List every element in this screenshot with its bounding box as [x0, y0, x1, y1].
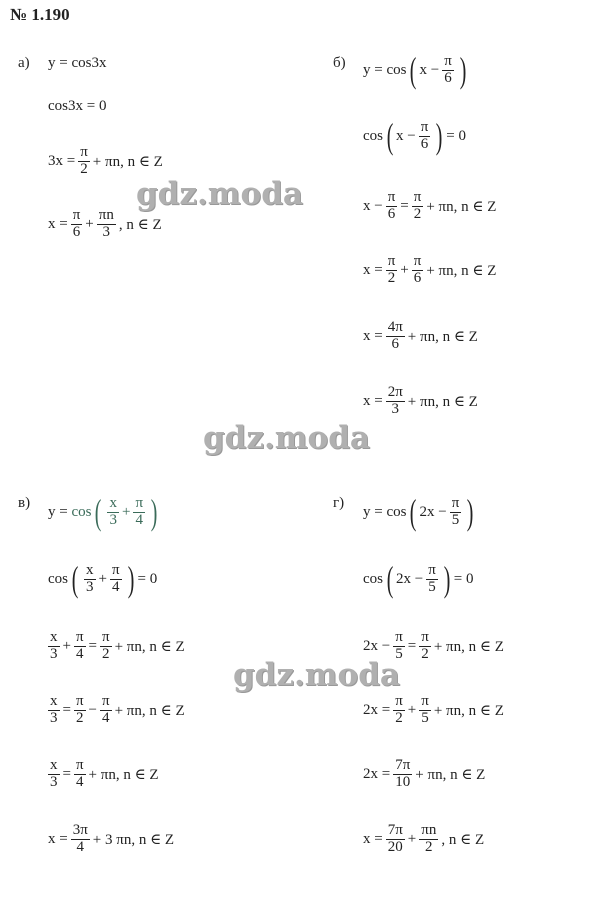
text: y = cos3x: [48, 55, 107, 71]
fraction: [48, 630, 60, 663]
text: x =: [48, 215, 68, 232]
denominator: 6: [72, 223, 81, 240]
fraction: [74, 694, 86, 727]
text: 2x −: [363, 637, 391, 654]
denominator: 6: [387, 205, 396, 222]
fraction: [48, 758, 60, 791]
text: +: [407, 701, 417, 718]
text: + 3 πn, n ∈ Z: [92, 831, 175, 848]
parenthesized-group: ( 2x − $\frac{\pi}{5}$ ): [386, 559, 451, 599]
text: + πn, n ∈ Z: [114, 702, 185, 719]
b-line-1: [363, 52, 470, 88]
denominator: 3: [109, 511, 117, 528]
parenthesized-group: ( x − $\frac{\pi}{6}$ ): [410, 50, 467, 90]
parenthesized-group: ( $\frac{x}{3}$ + $\frac{\pi}{4}$ ): [95, 492, 158, 532]
denominator: 6: [444, 69, 452, 86]
denominator: 3: [50, 645, 58, 662]
fraction: [71, 208, 83, 241]
numerator: π: [75, 693, 84, 709]
text: x =: [363, 830, 383, 847]
fraction: [386, 385, 405, 418]
fraction: [419, 630, 431, 663]
label-g: г): [333, 495, 345, 511]
denominator: 3: [391, 400, 399, 417]
fraction: [426, 563, 438, 596]
fraction: [74, 630, 86, 663]
text: + πn, n ∈ Z: [407, 393, 478, 410]
fraction: [386, 254, 398, 287]
a-line-2: [48, 98, 106, 115]
text: cos: [48, 570, 68, 587]
numerator: π: [451, 494, 460, 511]
numerator: π: [428, 561, 436, 578]
numerator: x: [50, 629, 58, 645]
text: x −: [396, 127, 416, 144]
numerator: x: [50, 757, 58, 773]
text: −: [88, 701, 98, 718]
page-title: № 1.190: [10, 5, 70, 24]
denominator: 2: [387, 269, 396, 286]
parenthesized-group: ( 2x − $\frac{\pi}{5}$ ): [410, 492, 474, 532]
a-line-1: [48, 55, 106, 72]
denominator: 3: [102, 223, 111, 240]
denominator: 4: [135, 511, 143, 528]
text: cos3x = 0: [48, 98, 107, 114]
b-line-5: [363, 320, 478, 353]
numerator: π: [102, 629, 110, 645]
numerator: 2π: [387, 384, 403, 400]
denominator: 2: [102, 645, 110, 662]
numerator: π: [444, 52, 452, 69]
denominator: 2: [80, 160, 88, 177]
text: , n ∈ Z: [118, 216, 162, 233]
text: cos: [363, 570, 383, 587]
fraction: [84, 563, 96, 596]
fraction: [450, 496, 462, 529]
numerator: π: [395, 693, 403, 709]
denominator: 5: [428, 578, 436, 595]
denominator: 5: [421, 709, 429, 726]
text: , n ∈ Z: [441, 831, 485, 848]
fraction: [412, 254, 424, 287]
text: x =: [363, 261, 383, 278]
a-line-3: [48, 145, 163, 178]
denominator: 10: [395, 773, 411, 790]
fraction: [419, 823, 438, 856]
fraction: [386, 320, 405, 353]
text: +: [85, 215, 94, 232]
denominator: 2: [413, 205, 422, 222]
fraction: [412, 190, 424, 223]
denominator: 2: [421, 645, 429, 662]
numerator: π: [420, 118, 429, 135]
text: x −: [419, 61, 440, 78]
text: 2x −: [396, 570, 424, 587]
numerator: π: [72, 207, 81, 223]
text: cos: [71, 503, 92, 520]
text: 2x =: [363, 765, 391, 782]
text: 2x −: [419, 503, 447, 520]
v-line-4: [45, 694, 185, 727]
denominator: 4: [112, 578, 120, 595]
v-line-6: [48, 823, 174, 856]
text: =: [62, 765, 71, 782]
denominator: 3: [50, 773, 58, 790]
watermark: gdz.moda: [136, 176, 303, 212]
g-line-5: [363, 758, 485, 791]
fraction: [419, 120, 431, 153]
cos-expression: [71, 494, 161, 530]
denominator: 6: [420, 135, 429, 152]
text: +: [400, 261, 409, 278]
text: =: [407, 637, 417, 654]
watermark: gdz.moda: [203, 420, 370, 456]
numerator: π: [387, 253, 396, 269]
text: +: [407, 830, 417, 847]
numerator: x: [86, 561, 94, 578]
label-v: в): [18, 495, 31, 511]
denominator: 4: [76, 645, 84, 662]
a-line-4: [48, 208, 162, 241]
denominator: 5: [451, 511, 460, 528]
fraction: [386, 823, 405, 856]
numerator: π: [135, 494, 144, 511]
numerator: x: [50, 693, 58, 709]
fraction: [74, 758, 86, 791]
v-line-3: [45, 630, 185, 663]
numerator: π: [421, 629, 429, 645]
denominator: 4: [76, 838, 84, 855]
b-line-6: [363, 385, 478, 418]
numerator: 7π: [395, 757, 411, 773]
text: + πn, n ∈ Z: [114, 638, 185, 655]
numerator: π: [111, 561, 120, 578]
denominator: 4: [102, 709, 110, 726]
text: =: [62, 701, 71, 718]
fraction: [393, 758, 412, 791]
text: =: [88, 637, 98, 654]
text: =: [400, 197, 409, 214]
text: + πn, n ∈ Z: [92, 153, 163, 170]
g-line-2: [363, 561, 474, 597]
text: y =: [48, 503, 68, 520]
numerator: πn: [421, 822, 437, 838]
numerator: π: [75, 757, 84, 773]
parenthesized-group: ( $\frac{x}{3}$ + $\frac{\pi}{4}$ ): [71, 559, 134, 599]
label-b: б): [333, 55, 346, 71]
denominator: 3: [50, 709, 58, 726]
fraction: [442, 54, 454, 87]
v-line-5: [45, 758, 159, 791]
fraction: [78, 145, 90, 178]
text: + πn, n ∈ Z: [426, 198, 497, 215]
numerator: 3π: [72, 822, 88, 838]
fraction: [386, 190, 398, 223]
v-line-2: [48, 561, 157, 597]
b-line-2: [363, 118, 466, 154]
text: x =: [363, 392, 383, 409]
denominator: 4: [76, 773, 84, 790]
g-line-6: [363, 823, 484, 856]
numerator: 7π: [387, 822, 403, 838]
fraction: [48, 694, 60, 727]
text: = 0: [453, 570, 474, 587]
text: + πn, n ∈ Z: [426, 262, 497, 279]
fraction: [393, 694, 405, 727]
denominator: 20: [387, 838, 403, 855]
text: 3x =: [48, 152, 76, 169]
numerator: π: [80, 144, 88, 160]
v-line-1: [48, 494, 161, 530]
g-line-1: [363, 494, 477, 530]
text: + πn, n ∈ Z: [407, 328, 478, 345]
numerator: π: [413, 189, 422, 205]
text: +: [98, 570, 107, 587]
fraction: [419, 694, 431, 727]
fraction: [100, 630, 112, 663]
numerator: π: [102, 693, 110, 709]
text: = 0: [446, 127, 467, 144]
fraction: [107, 496, 119, 529]
text: x =: [363, 327, 383, 344]
text: + πn, n ∈ Z: [433, 702, 504, 719]
text: + πn, n ∈ Z: [415, 766, 486, 783]
text: +: [62, 637, 71, 654]
text: y = cos: [363, 503, 407, 520]
fraction: [133, 496, 145, 529]
text: = 0: [137, 570, 158, 587]
text: y = cos: [363, 61, 407, 78]
numerator: π: [395, 629, 403, 645]
denominator: 2: [395, 709, 403, 726]
denominator: 5: [395, 645, 403, 662]
text: 2x =: [363, 701, 391, 718]
fraction: [97, 208, 116, 241]
numerator: π: [421, 693, 429, 709]
g-line-4: [363, 694, 504, 727]
b-line-3: [363, 190, 496, 223]
fraction: [100, 694, 112, 727]
numerator: πn: [98, 207, 114, 223]
text: cos: [363, 127, 383, 144]
numerator: π: [387, 189, 396, 205]
b-line-4: [363, 254, 496, 287]
numerator: π: [413, 253, 422, 269]
denominator: 2: [76, 709, 84, 726]
text: + πn, n ∈ Z: [433, 638, 504, 655]
fraction: [71, 823, 90, 856]
text: x =: [48, 830, 68, 847]
fraction: [110, 563, 122, 596]
denominator: 6: [391, 335, 399, 352]
numerator: x: [109, 494, 117, 511]
denominator: 3: [86, 578, 94, 595]
text: x −: [363, 197, 383, 214]
text: +: [121, 503, 131, 520]
denominator: 6: [413, 269, 422, 286]
denominator: 2: [425, 838, 433, 855]
watermark: gdz.moda: [233, 657, 400, 693]
numerator: π: [75, 629, 84, 645]
text: + πn, n ∈ Z: [88, 766, 159, 783]
label-a: а): [18, 55, 30, 71]
parenthesized-group: ( x − $\frac{\pi}{6}$ ): [386, 116, 443, 156]
numerator: 4π: [387, 319, 403, 335]
